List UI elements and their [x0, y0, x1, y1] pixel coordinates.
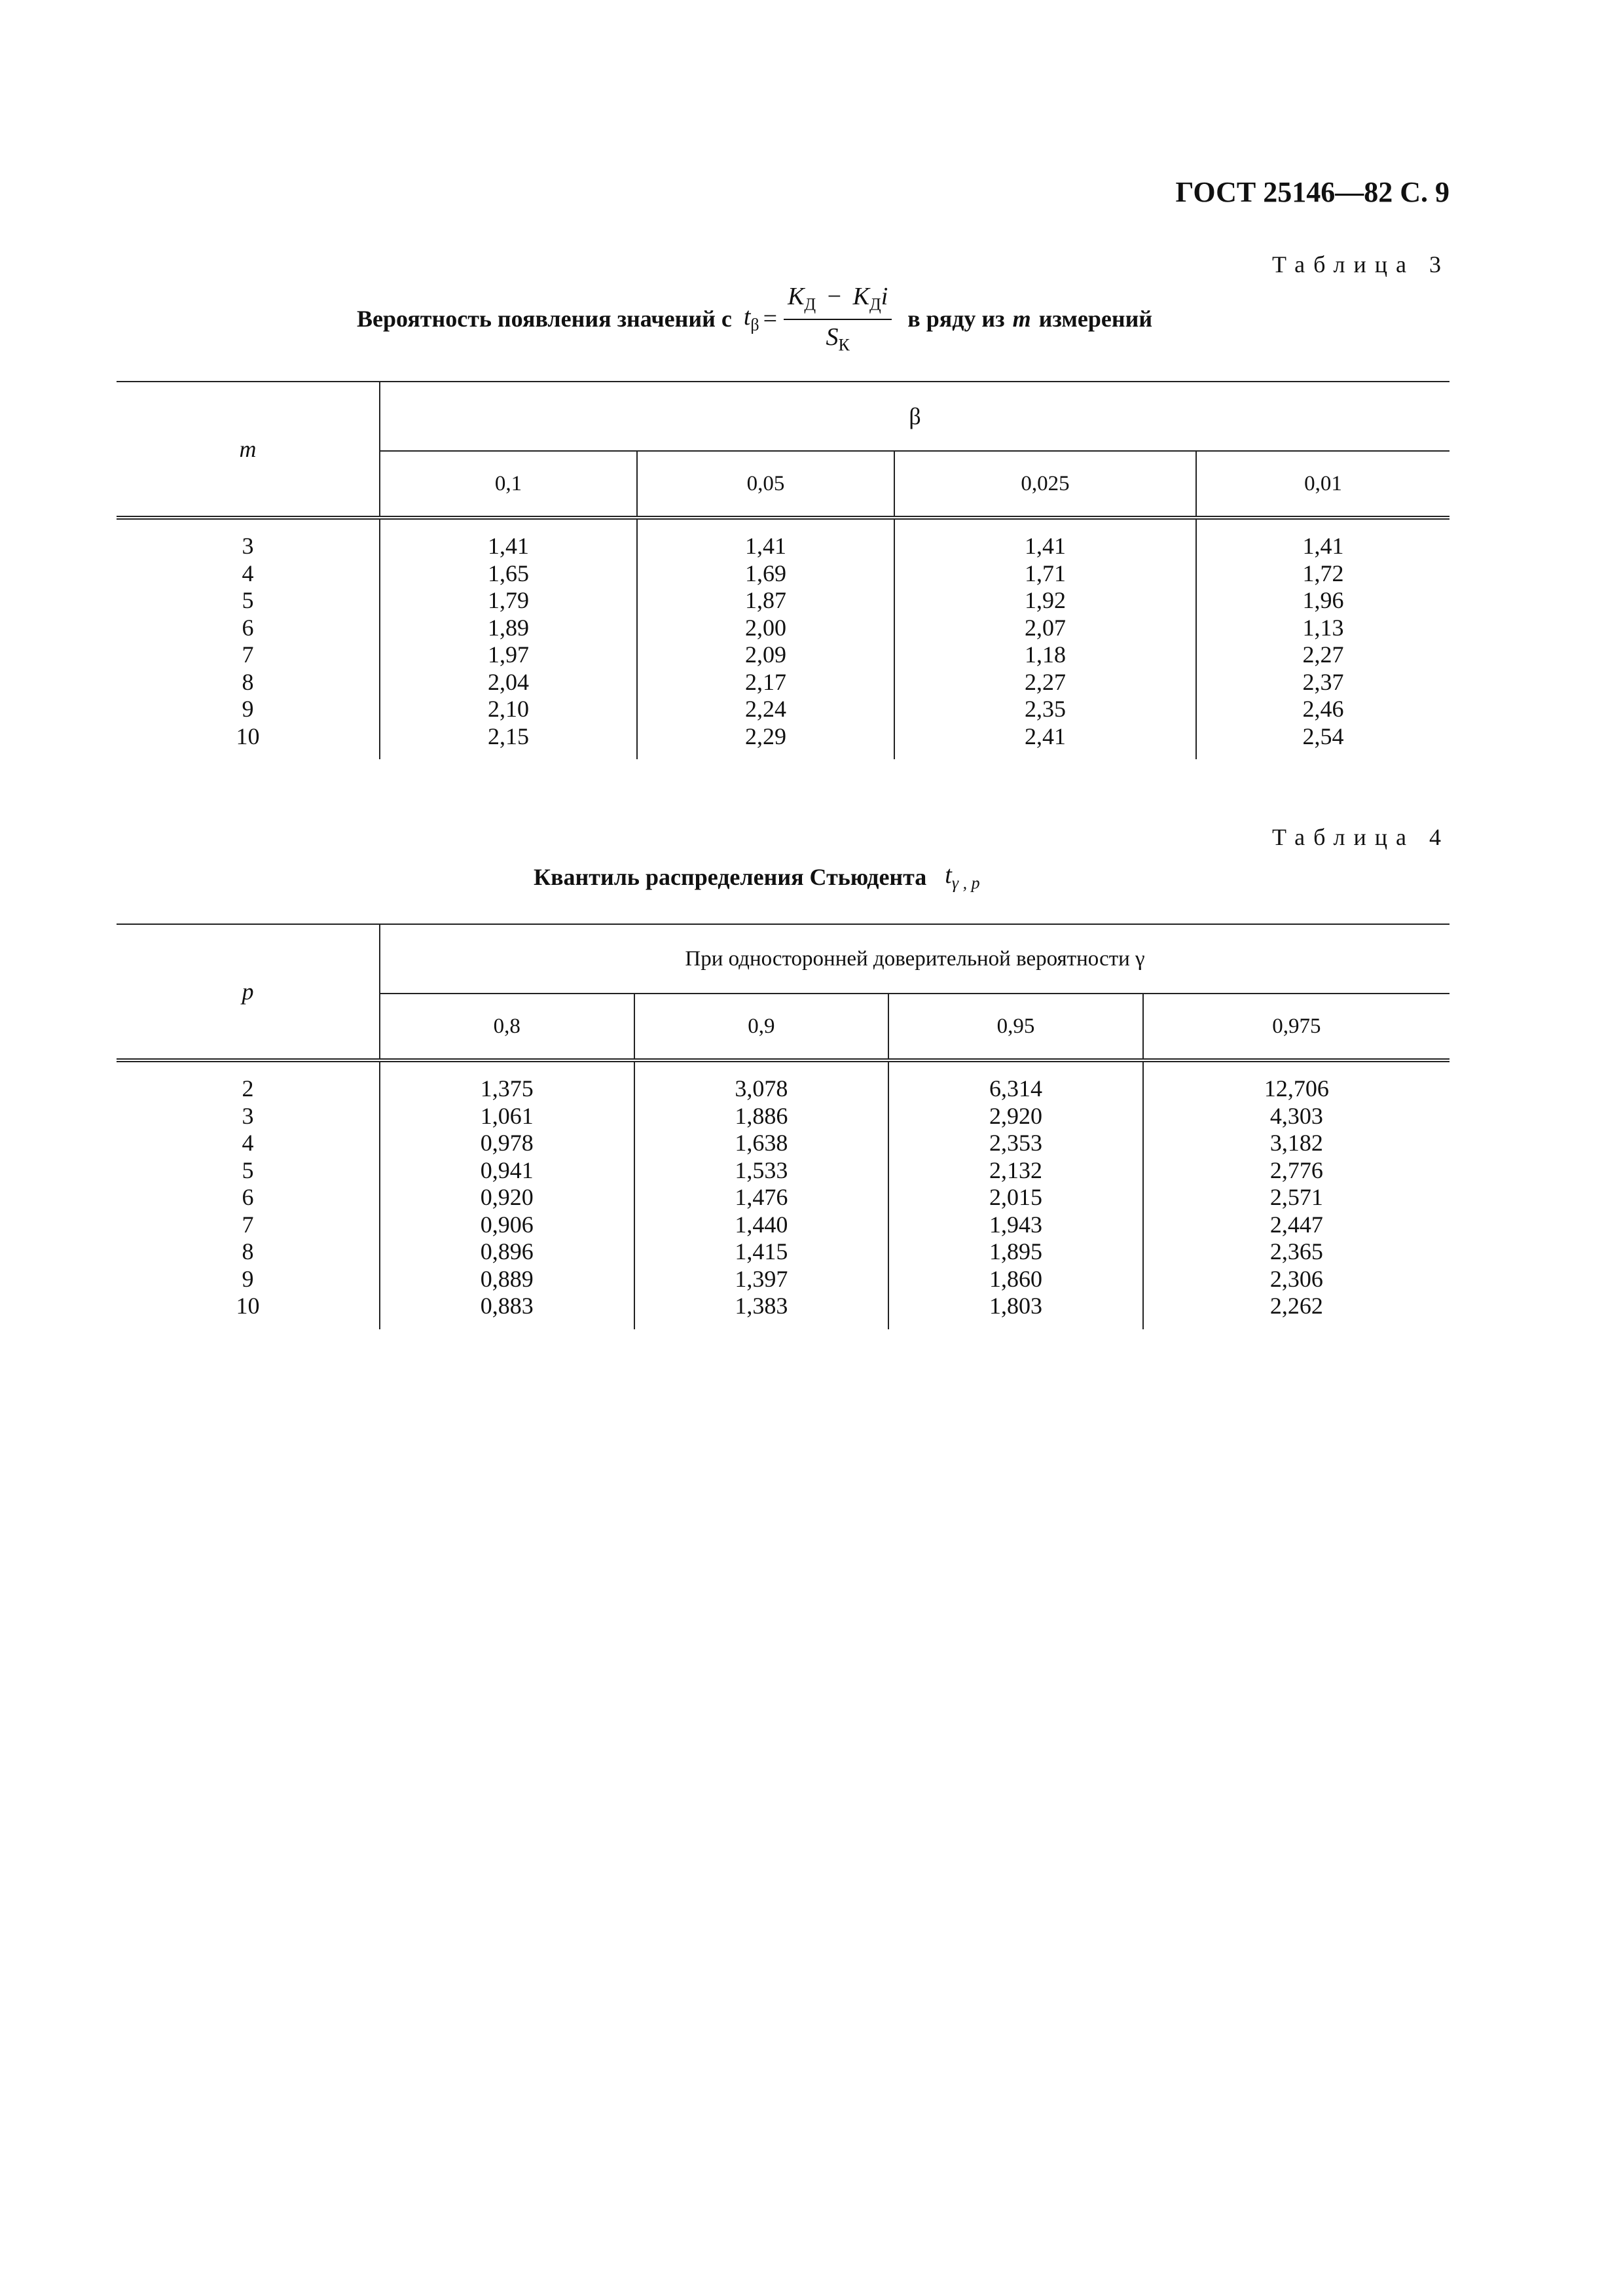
table4-number: Таблица 4 — [1272, 824, 1450, 850]
table-cell: 6 — [242, 614, 254, 641]
column-values — [380, 518, 637, 759]
table-cell: 3 — [242, 1102, 254, 1129]
table-cell: 2,46 — [1302, 696, 1344, 722]
column-values — [637, 518, 894, 759]
table-cell: 0,889 — [480, 1265, 534, 1292]
row-labels — [117, 518, 380, 759]
table-cell: 4 — [242, 560, 254, 586]
table-cell: 1,41 — [1025, 533, 1066, 559]
table-cell: 0,896 — [480, 1238, 534, 1265]
table-cell: 1,440 — [735, 1211, 788, 1238]
table-cell: 1,96 — [1302, 587, 1344, 613]
table-cell: 7 — [242, 1211, 254, 1238]
table3-caption — [357, 283, 1152, 355]
table-cell: 9 — [242, 1265, 254, 1292]
table-cell: 1,65 — [488, 560, 529, 586]
column-header: 0,01 — [1196, 451, 1450, 518]
table-cell: 10 — [236, 723, 260, 749]
column-values — [380, 1060, 634, 1329]
table-cell: 12,706 — [1264, 1075, 1329, 1102]
table-cell: 1,18 — [1025, 641, 1066, 668]
table4 — [117, 924, 1450, 1329]
table-cell: 2,15 — [488, 723, 529, 749]
table-cell: 1,533 — [735, 1157, 788, 1183]
table-cell: 1,72 — [1302, 560, 1344, 586]
table-cell: 2,920 — [989, 1102, 1042, 1129]
table-cell: 0,906 — [480, 1211, 534, 1238]
table-cell: 0,978 — [480, 1130, 534, 1156]
column-header: 0,8 — [380, 994, 634, 1060]
table-cell: 5 — [242, 587, 254, 613]
caption-mid: в ряду из — [907, 306, 1005, 332]
table-cell: 3 — [242, 533, 254, 559]
table-cell: 1,886 — [735, 1102, 788, 1129]
table-cell: 2,35 — [1025, 696, 1066, 722]
column-values — [634, 1060, 889, 1329]
table-cell: 1,061 — [480, 1102, 534, 1129]
column-values — [1143, 1060, 1450, 1329]
column-header: 0,1 — [380, 451, 637, 518]
formula-lhs: $t_\beta$ — [743, 303, 759, 334]
table-cell: 2,54 — [1302, 723, 1344, 749]
caption-prefix: Вероятность появления значений с — [357, 306, 732, 332]
table-cell: 2,306 — [1269, 1265, 1323, 1292]
column-values — [894, 518, 1196, 759]
fraction — [784, 282, 892, 355]
row-header: m — [117, 382, 380, 518]
table-cell: 0,941 — [480, 1157, 534, 1183]
table-cell: 2,29 — [745, 723, 786, 749]
column-values — [1196, 518, 1450, 759]
table-cell: 10 — [236, 1293, 260, 1319]
table-cell: 1,375 — [480, 1075, 534, 1102]
table-cell: 2,27 — [1025, 668, 1066, 695]
table-cell: 2,37 — [1302, 668, 1344, 695]
table-cell: 3,182 — [1269, 1130, 1323, 1156]
table-cell: 1,89 — [488, 614, 529, 641]
table3 — [117, 381, 1450, 759]
table-cell: 0,883 — [480, 1293, 534, 1319]
table-cell: 1,69 — [745, 560, 786, 586]
table-cell: 1,41 — [488, 533, 529, 559]
table4-caption — [534, 857, 980, 897]
table-cell: 6 — [242, 1184, 254, 1210]
fraction-denominator: $S_К$ — [826, 323, 850, 355]
equals-sign: = — [763, 305, 778, 332]
column-header: 0,9 — [634, 994, 889, 1060]
column-values — [888, 1060, 1143, 1329]
table-cell: 1,638 — [735, 1130, 788, 1156]
table-cell: 8 — [242, 1238, 254, 1265]
table-cell: 2,571 — [1269, 1184, 1323, 1210]
table-cell: 2 — [242, 1075, 254, 1102]
table3-number: Таблица 3 — [1272, 251, 1450, 278]
table-cell: 9 — [242, 696, 254, 722]
table-cell: 2,07 — [1025, 614, 1066, 641]
table-cell: 2,353 — [989, 1130, 1042, 1156]
table-cell: 7 — [242, 641, 254, 668]
table-cell: 0,920 — [480, 1184, 534, 1210]
group-header: β — [380, 382, 1450, 451]
table-cell: 1,41 — [1302, 533, 1344, 559]
table-cell: 1,476 — [735, 1184, 788, 1210]
table-cell: 2,17 — [745, 668, 786, 695]
table-cell: 1,383 — [735, 1293, 788, 1319]
table-cell: 2,27 — [1302, 641, 1344, 668]
table-cell: 5 — [242, 1157, 254, 1183]
table-cell: 1,41 — [745, 533, 786, 559]
table-cell: 1,97 — [488, 641, 529, 668]
formula — [744, 282, 892, 355]
column-header: 0,975 — [1143, 994, 1450, 1060]
table-cell: 1,87 — [745, 587, 786, 613]
table-cell: 1,943 — [989, 1211, 1042, 1238]
group-header: При односторонней доверительной вероятности γ — [380, 924, 1450, 994]
table-cell: 1,803 — [989, 1293, 1042, 1319]
column-header: 0,05 — [637, 451, 894, 518]
page-header: ГОСТ 25146—82 С. 9 — [1175, 176, 1450, 208]
table-cell: 3,078 — [735, 1075, 788, 1102]
table-cell: 2,24 — [745, 696, 786, 722]
table-cell: 1,92 — [1025, 587, 1066, 613]
table-cell: 2,04 — [488, 668, 529, 695]
table-cell: 2,41 — [1025, 723, 1066, 749]
table-cell: 1,397 — [735, 1265, 788, 1292]
caption-symbol: $t_{\gamma , p}$ — [945, 861, 980, 893]
table-cell: 2,015 — [989, 1184, 1042, 1210]
caption-text: Квантиль распределения Стьюдента — [534, 864, 927, 890]
table-cell: 1,13 — [1302, 614, 1344, 641]
table-cell: 2,365 — [1269, 1238, 1323, 1265]
table-cell: 2,447 — [1269, 1211, 1323, 1238]
table-cell: 8 — [242, 668, 254, 695]
table-cell: 1,71 — [1025, 560, 1066, 586]
column-header: 0,025 — [894, 451, 1196, 518]
fraction-numerator: $K_Д - K_Дi$ — [784, 282, 892, 320]
caption-var: m — [1012, 306, 1031, 332]
table-cell: 4 — [242, 1130, 254, 1156]
table-cell: 1,79 — [488, 587, 529, 613]
table-cell: 6,314 — [989, 1075, 1042, 1102]
table-cell: 1,415 — [735, 1238, 788, 1265]
table-cell: 4,303 — [1269, 1102, 1323, 1129]
table-cell: 2,09 — [745, 641, 786, 668]
table-cell: 2,776 — [1269, 1157, 1323, 1183]
caption-suffix: измерений — [1038, 306, 1153, 332]
row-labels — [117, 1060, 380, 1329]
table-cell: 2,262 — [1269, 1293, 1323, 1319]
table-cell: 2,132 — [989, 1157, 1042, 1183]
table-cell: 2,00 — [745, 614, 786, 641]
row-header: p — [117, 924, 380, 1060]
table-cell: 1,860 — [989, 1265, 1042, 1292]
column-header: 0,95 — [888, 994, 1143, 1060]
table-cell: 2,10 — [488, 696, 529, 722]
table-cell: 1,895 — [989, 1238, 1042, 1265]
